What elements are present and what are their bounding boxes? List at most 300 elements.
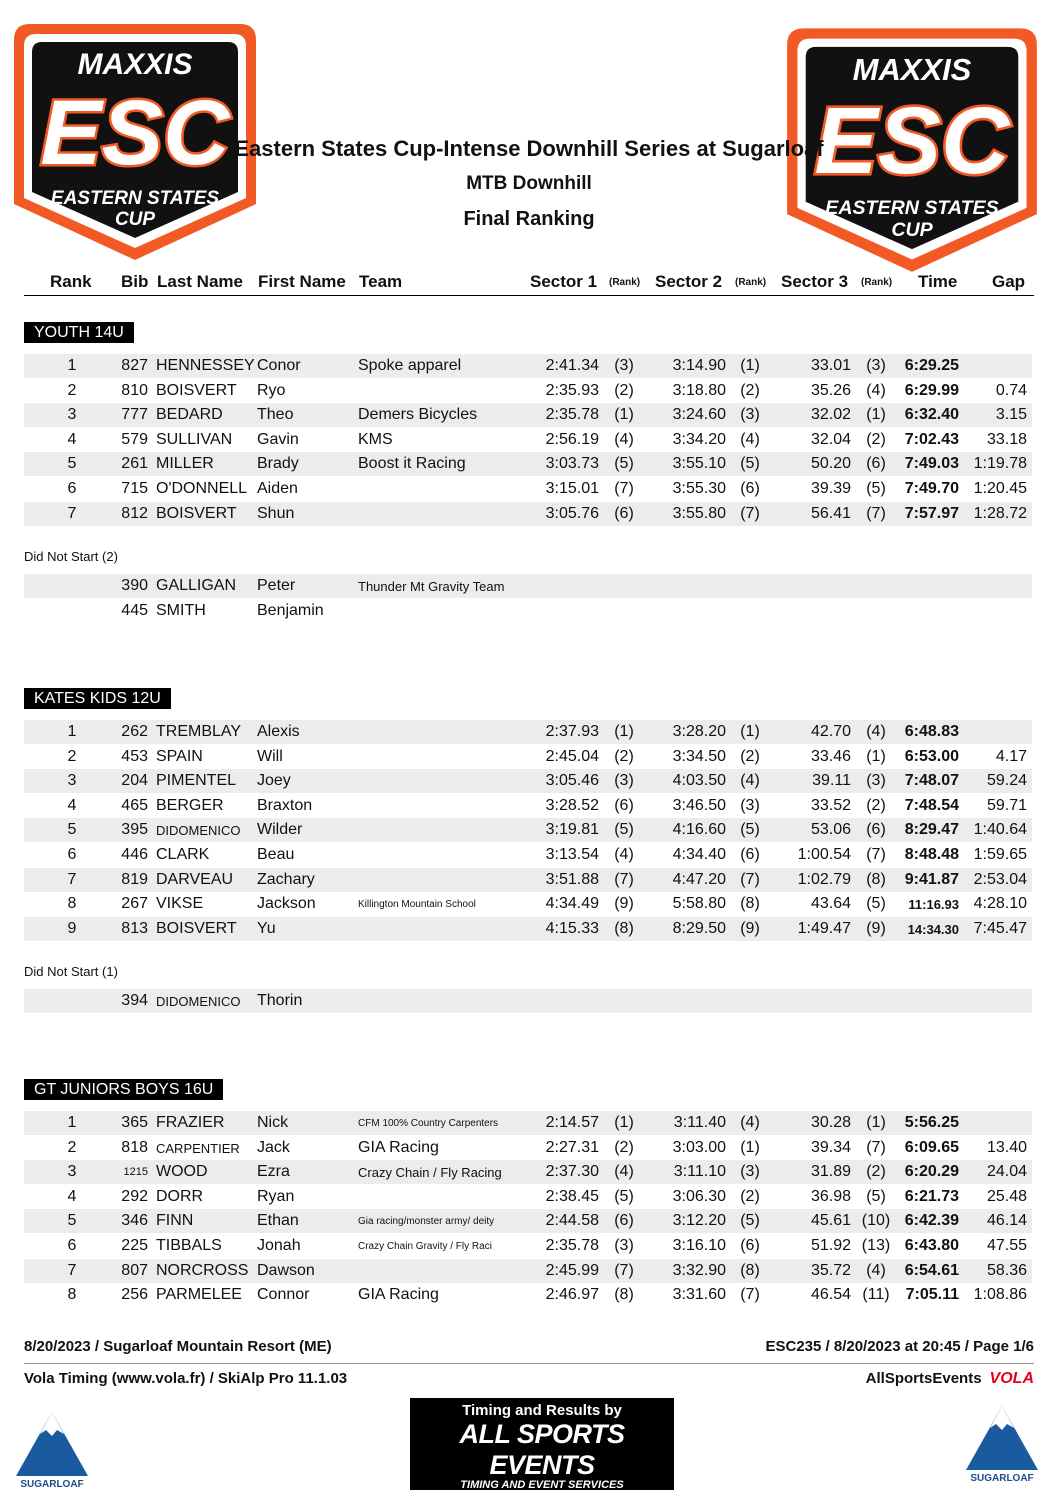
sector2-rank-cell: (5)	[740, 455, 760, 473]
dns-row	[24, 574, 1032, 598]
sector2-rank-cell: (5)	[740, 1212, 760, 1230]
sector2-cell: 3:12.20	[672, 1212, 726, 1230]
footer-organizer	[866, 1370, 1034, 1388]
last-name-cell: CLARK	[156, 846, 210, 863]
rank-cell: 5	[67, 455, 77, 473]
last-name-cell: TIBBALS	[156, 1237, 222, 1254]
col-bib: Bib	[121, 272, 149, 291]
sector3-cell: 36.98	[810, 1187, 851, 1205]
sector3-cell: 1:00.54	[797, 846, 851, 863]
last-name-cell: BOISVERT	[156, 919, 237, 937]
gap-cell: 1:28.72	[973, 504, 1027, 522]
last-name-cell: GALLIGAN	[156, 577, 237, 594]
dns-label-youth: Did Not Start (2)	[24, 549, 118, 564]
sector2-cell: 3:34.20	[672, 430, 726, 448]
result-row	[24, 769, 1032, 793]
rank-cell: 7	[67, 1261, 77, 1279]
category-gt-juniors-boys-16u: GT JUNIORS BOYS 16U	[24, 1079, 223, 1100]
first-name-cell: Alexis	[257, 723, 300, 740]
sector3-rank-cell: (4)	[866, 723, 886, 740]
gap-cell: 7:45.47	[973, 919, 1027, 937]
bib-cell: 292	[121, 1187, 148, 1205]
time-cell: 7:48.07	[904, 772, 959, 790]
first-name-cell: Theo	[257, 406, 294, 424]
last-name-cell: BOISVERT	[156, 381, 237, 399]
time-cell: 6:29.99	[904, 381, 959, 399]
time-cell: 6:32.40	[904, 406, 959, 424]
sector2-cell: 3:14.90	[672, 357, 726, 374]
rank-cell: 3	[67, 772, 77, 790]
sector2-rank-cell: (4)	[740, 430, 760, 448]
last-name-cell: DARVEAU	[156, 870, 234, 888]
first-name-cell: Jackson	[257, 895, 316, 913]
sector1-rank-cell: (4)	[614, 846, 634, 863]
sector2-cell: 3:11.40	[673, 1114, 726, 1131]
time-cell: 7:02.43	[904, 430, 959, 448]
sector1-rank-cell: (6)	[614, 504, 634, 522]
ase-line-3: TIMING AND EVENT SERVICES	[460, 1479, 624, 1491]
sector1-cell: 2:46.97	[545, 1286, 599, 1304]
sector3-rank-cell: (9)	[866, 919, 886, 937]
sector1-cell: 3:51.88	[545, 870, 599, 888]
bib-cell: 810	[121, 381, 148, 399]
first-name-cell: Connor	[257, 1286, 310, 1304]
sector2-rank-cell: (2)	[740, 381, 760, 399]
bib-cell: 819	[121, 870, 148, 888]
sector2-cell: 3:55.10	[672, 455, 726, 473]
sector3-cell: 33.01	[810, 357, 851, 374]
result-row	[24, 818, 1032, 842]
gap-cell: 33.18	[986, 430, 1027, 448]
time-cell: 6:54.61	[904, 1261, 959, 1279]
sector2-rank-cell: (8)	[740, 1261, 760, 1279]
time-cell: 9:41.87	[904, 870, 959, 888]
col-time: Time	[918, 272, 958, 291]
col-sector1: Sector 1	[530, 272, 598, 291]
bib-cell: 715	[121, 480, 148, 497]
result-row	[24, 428, 1032, 452]
first-name-cell: Nick	[257, 1114, 289, 1131]
sector1-cell: 2:37.30	[545, 1163, 599, 1181]
sector2-cell: 3:18.80	[672, 381, 726, 399]
first-name-cell: Aiden	[257, 480, 298, 497]
gap-cell: 4.17	[995, 747, 1027, 765]
bib-cell: 261	[121, 455, 148, 473]
sector3-rank-cell: (1)	[866, 1114, 886, 1131]
sector3-rank-cell: (8)	[866, 870, 886, 888]
sector1-cell: 2:45.99	[545, 1261, 599, 1279]
sector2-rank-cell: (4)	[740, 1114, 760, 1131]
time-cell: 6:42.39	[904, 1212, 959, 1230]
sector3-rank-cell: (5)	[866, 1187, 886, 1205]
sector2-cell: 8:29.50	[672, 919, 726, 937]
first-name-cell: Zachary	[257, 870, 315, 888]
gap-cell: 59.71	[986, 796, 1027, 814]
eastern-states-text: EASTERN STATES	[50, 188, 220, 209]
sector3-cell: 45.61	[810, 1212, 851, 1230]
sector1-cell: 2:56.19	[545, 430, 599, 448]
dns-label-kates: Did Not Start (1)	[24, 964, 118, 979]
sector2-rank-cell: (2)	[740, 1187, 760, 1205]
team-cell: Killington Mountain School	[358, 899, 476, 911]
bib-cell: 777	[121, 406, 148, 424]
result-row	[24, 892, 1032, 916]
last-name-cell: FINN	[156, 1212, 194, 1230]
result-row	[24, 1136, 1032, 1160]
sector2-rank-cell: (9)	[740, 919, 760, 937]
col-rank2: (Rank)	[735, 277, 767, 288]
sector3-rank-cell: (6)	[866, 821, 886, 839]
rank-cell: 7	[67, 504, 77, 522]
result-row	[24, 452, 1032, 476]
sector3-rank-cell: (3)	[866, 772, 886, 790]
ase-url: www.allsportsevents.com	[462, 1492, 622, 1507]
rank-cell: 2	[67, 381, 77, 399]
sector3-cell: 35.72	[810, 1261, 851, 1279]
team-cell: Boost it Racing	[358, 455, 466, 473]
sector2-cell: 3:34.50	[672, 747, 726, 765]
sector1-cell: 3:19.81	[545, 821, 599, 839]
sector3-cell: 56.41	[810, 504, 851, 522]
event-title: Eastern States Cup-Intense Downhill Series at Sugarloaf	[234, 136, 824, 161]
sector1-rank-cell: (4)	[614, 1163, 634, 1181]
time-cell: 5:56.25	[904, 1114, 959, 1131]
time-cell: 8:48.48	[904, 846, 959, 863]
last-name-cell: VIKSE	[156, 895, 204, 913]
sugarloaf-text: SUGARLOAF	[970, 1473, 1034, 1484]
sector1-cell: 3:03.73	[545, 455, 599, 473]
rank-cell: 2	[67, 747, 77, 765]
gap-cell: 4:28.10	[973, 895, 1027, 913]
first-name-cell: Jonah	[257, 1237, 301, 1254]
sector3-cell: 43.64	[810, 895, 851, 913]
rank-cell: 1	[67, 723, 77, 740]
result-row	[24, 917, 1032, 941]
column-header	[24, 268, 1034, 296]
sector2-rank-cell: (6)	[740, 846, 760, 863]
sector1-cell: 4:15.33	[545, 919, 599, 937]
sector3-rank-cell: (13)	[861, 1237, 891, 1254]
bib-cell: 267	[121, 895, 148, 913]
sector1-cell: 2:14.57	[545, 1114, 599, 1131]
team-cell: Thunder Mt Gravity Team	[358, 579, 505, 594]
rank-cell: 1	[67, 357, 77, 374]
first-name-cell: Dawson	[257, 1261, 315, 1279]
bib-cell: 465	[121, 796, 148, 814]
sector1-cell: 2:45.04	[545, 747, 599, 765]
sector3-rank-cell: (6)	[866, 455, 886, 473]
first-name-cell: Peter	[257, 577, 296, 594]
result-row	[24, 354, 1032, 378]
col-last-name: Last Name	[157, 272, 243, 291]
vola-logo: VOLA	[989, 1370, 1034, 1387]
first-name-cell: Gavin	[257, 430, 299, 448]
sector2-cell: 5:58.80	[672, 895, 726, 913]
bib-cell: 365	[121, 1114, 148, 1131]
sector1-cell: 2:44.58	[545, 1212, 599, 1230]
sector3-rank-cell: (10)	[861, 1212, 891, 1230]
ase-line-1: Timing and Results by	[462, 1402, 622, 1419]
sector3-cell: 31.89	[810, 1163, 851, 1181]
sector3-cell: 30.28	[810, 1114, 851, 1131]
col-gap: Gap	[992, 272, 1026, 291]
gap-cell: 1:20.45	[973, 480, 1027, 497]
sector1-rank-cell: (5)	[614, 1187, 634, 1205]
sector1-cell: 3:15.01	[545, 480, 599, 497]
last-name-cell: SMITH	[156, 601, 206, 619]
bib-cell: 807	[121, 1261, 148, 1279]
result-row	[24, 403, 1032, 427]
sector1-rank-cell: (2)	[614, 381, 634, 399]
dns-row	[24, 989, 1032, 1013]
sector1-rank-cell: (7)	[614, 1261, 634, 1279]
last-name-cell: DORR	[156, 1187, 204, 1205]
time-cell: 7:48.54	[904, 796, 959, 814]
sector2-rank-cell: (7)	[740, 504, 760, 522]
first-name-cell: Ezra	[257, 1163, 290, 1181]
sector2-rank-cell: (3)	[740, 796, 760, 814]
sector1-rank-cell: (6)	[614, 796, 634, 814]
bib-cell: 346	[121, 1212, 148, 1230]
sector1-rank-cell: (7)	[614, 870, 634, 888]
sector1-rank-cell: (5)	[614, 455, 634, 473]
first-name-cell: Joey	[257, 772, 291, 790]
sector2-cell: 4:34.40	[672, 846, 726, 863]
sector2-cell: 3:46.50	[672, 796, 726, 814]
gap-cell: 46.14	[986, 1212, 1027, 1230]
result-row	[24, 794, 1032, 818]
esc-text: ESC	[40, 82, 230, 184]
sector1-rank-cell: (2)	[614, 747, 634, 765]
sector1-cell: 2:37.93	[545, 723, 599, 740]
col-rank: Rank	[50, 272, 92, 291]
time-cell: 7:49.03	[904, 455, 959, 473]
sector2-rank-cell: (1)	[740, 1138, 760, 1156]
cup-text: CUP	[114, 209, 156, 230]
sector2-rank-cell: (7)	[740, 1286, 760, 1304]
last-name-cell: DIDOMENICO	[156, 823, 241, 839]
sector3-rank-cell: (7)	[866, 504, 886, 522]
time-cell: 6:20.29	[904, 1163, 959, 1181]
sector1-cell: 2:41.34	[545, 357, 599, 374]
sector3-cell: 33.46	[810, 747, 851, 765]
team-cell: Demers Bicycles	[358, 406, 478, 424]
sector1-rank-cell: (1)	[614, 406, 634, 424]
sector3-rank-cell: (4)	[866, 381, 886, 399]
sector3-cell: 1:49.47	[797, 919, 851, 937]
rank-cell: 5	[67, 1212, 77, 1230]
sector3-rank-cell: (5)	[866, 480, 886, 497]
rank-cell: 2	[67, 1138, 77, 1156]
sector3-cell: 39.34	[810, 1138, 851, 1156]
gap-cell: 25.48	[986, 1187, 1027, 1205]
bib-cell: 812	[121, 504, 148, 522]
sector2-cell: 3:31.60	[672, 1286, 726, 1304]
bib-cell: 395	[121, 821, 148, 839]
first-name-cell: Wilder	[257, 821, 303, 839]
sugarloaf-logo-left	[12, 1408, 92, 1490]
time-cell: 6:43.80	[904, 1237, 959, 1254]
last-name-cell: MILLER	[156, 455, 214, 473]
team-cell: GIA Racing	[358, 1286, 439, 1304]
first-name-cell: Conor	[257, 357, 301, 374]
bib-cell: 579	[121, 430, 148, 448]
result-row	[24, 1160, 1032, 1184]
rank-cell: 4	[67, 796, 77, 814]
sector1-cell: 4:34.49	[545, 895, 599, 913]
sector1-cell: 2:35.93	[545, 381, 599, 399]
result-row	[24, 1234, 1032, 1258]
sector2-cell: 3:28.20	[672, 723, 726, 740]
gap-cell: 24.04	[986, 1163, 1027, 1181]
eastern-states-text: EASTERN STATES	[825, 197, 999, 220]
bib-cell: 256	[121, 1286, 148, 1304]
sector1-cell: 3:05.76	[545, 504, 599, 522]
sector2-rank-cell: (6)	[740, 480, 760, 497]
maxxis-text: MAXXIS	[77, 48, 193, 81]
bib-cell: 445	[121, 601, 148, 619]
result-row	[24, 477, 1032, 501]
sector2-cell: 4:47.20	[672, 870, 726, 888]
gap-cell: 13.40	[986, 1138, 1027, 1156]
time-cell: 6:29.25	[904, 357, 959, 374]
team-cell: CFM 100% Country Carpenters	[358, 1118, 499, 1129]
first-name-cell: Yu	[257, 919, 276, 937]
footer-organizer-name: AllSportsEvents	[865, 1370, 982, 1387]
sector1-rank-cell: (3)	[614, 1237, 634, 1254]
sector1-rank-cell: (9)	[614, 895, 634, 913]
sector3-cell: 32.04	[810, 430, 851, 448]
ase-line-2: ALL SPORTS EVENTS	[459, 1419, 625, 1480]
sector3-rank-cell: (1)	[866, 406, 886, 424]
sector3-cell: 35.26	[810, 381, 851, 399]
col-rank1: (Rank)	[609, 277, 641, 288]
sector1-rank-cell: (5)	[614, 821, 634, 839]
footer-date-venue: 8/20/2023 / Sugarloaf Mountain Resort (ME)	[24, 1338, 332, 1355]
rank-cell: 3	[67, 1163, 77, 1181]
bib-cell: 813	[121, 919, 148, 937]
bib-cell: 394	[121, 992, 148, 1009]
sector3-cell: 33.52	[810, 796, 851, 814]
time-cell: 7:05.11	[905, 1286, 959, 1304]
sector2-rank-cell: (1)	[740, 723, 760, 740]
time-cell: 14:34.30	[907, 921, 959, 937]
sector2-rank-cell: (2)	[740, 747, 760, 765]
sector2-cell: 3:55.30	[672, 480, 726, 497]
sector1-rank-cell: (1)	[614, 723, 634, 740]
sugarloaf-logo-right	[962, 1402, 1042, 1484]
result-row	[24, 1111, 1032, 1135]
bib-cell: 818	[121, 1138, 148, 1156]
sector3-cell: 1:02.79	[797, 870, 851, 888]
last-name-cell: WOOD	[156, 1163, 208, 1181]
time-cell: 11:16.93	[908, 897, 959, 913]
rank-cell: 5	[67, 821, 77, 839]
rank-cell: 8	[67, 895, 77, 913]
sector2-cell: 4:16.60	[672, 821, 726, 839]
result-row	[24, 1259, 1032, 1283]
result-row	[24, 868, 1032, 892]
gap-cell: 1:08.86	[973, 1286, 1027, 1304]
sector2-cell: 3:03.00	[672, 1138, 726, 1156]
gap-cell: 3.15	[995, 406, 1027, 424]
sector1-rank-cell: (1)	[614, 1114, 634, 1131]
first-name-cell: Braxton	[257, 796, 313, 814]
rank-cell: 4	[67, 1187, 77, 1205]
sector1-cell: 2:35.78	[545, 1237, 599, 1254]
sector1-cell: 3:13.54	[545, 846, 599, 863]
sector1-rank-cell: (2)	[614, 1138, 634, 1156]
footer-line-1	[24, 1338, 1034, 1364]
first-name-cell: Ryo	[257, 381, 286, 399]
gap-cell: 1:59.65	[973, 846, 1027, 863]
team-cell: GIA Racing	[358, 1138, 439, 1156]
maxxis-text: MAXXIS	[852, 51, 972, 87]
sector2-rank-cell: (3)	[740, 406, 760, 424]
sector1-rank-cell: (8)	[614, 1286, 634, 1304]
gap-cell: 47.55	[986, 1237, 1027, 1254]
result-row	[24, 720, 1032, 744]
sector3-rank-cell: (11)	[862, 1286, 890, 1304]
category-youth-14u: YOUTH 14U	[24, 322, 134, 343]
team-cell: Spoke apparel	[358, 357, 462, 374]
sector3-rank-cell: (2)	[866, 1163, 886, 1181]
category-kates-kids-12u: KATES KIDS 12U	[24, 688, 171, 709]
gap-cell: 2:53.04	[973, 870, 1027, 888]
gap-cell: 1:19.78	[973, 455, 1027, 473]
bib-cell: 262	[121, 723, 148, 740]
team-cell: Crazy Chain Gravity / Fly Raci	[358, 1241, 492, 1252]
sector3-cell: 32.02	[810, 406, 851, 424]
result-row	[24, 843, 1032, 867]
sector1-rank-cell: (8)	[614, 919, 634, 937]
result-row	[24, 502, 1032, 526]
footer-software: Vola Timing (www.vola.fr) / SkiAlp Pro 11.1.03	[24, 1370, 348, 1387]
sector2-rank-cell: (8)	[740, 895, 760, 913]
first-name-cell: Benjamin	[257, 601, 324, 619]
gap-cell: 58.36	[986, 1261, 1027, 1279]
last-name-cell: BEDARD	[156, 406, 223, 424]
last-name-cell: NORCROSS	[156, 1261, 249, 1279]
sector1-rank-cell: (7)	[614, 480, 634, 497]
all-sports-events-logo	[410, 1398, 674, 1507]
esc-text: ESC	[814, 87, 1010, 194]
sector3-rank-cell: (2)	[866, 796, 886, 814]
last-name-cell: SULLIVAN	[156, 430, 233, 448]
first-name-cell: Ethan	[257, 1212, 299, 1230]
result-row	[24, 379, 1032, 403]
team-cell: Gia racing/monster army/ deity	[358, 1216, 495, 1228]
team-cell: KMS	[358, 430, 393, 448]
bib-cell: 1215	[123, 1166, 148, 1179]
bib-cell: 453	[121, 747, 148, 765]
sector3-rank-cell: (7)	[866, 846, 886, 863]
first-name-cell: Brady	[257, 455, 299, 473]
time-cell: 6:48.83	[904, 723, 959, 740]
sector1-cell: 2:35.78	[545, 406, 599, 424]
first-name-cell: Thorin	[257, 992, 303, 1009]
sector1-cell: 2:38.45	[545, 1187, 599, 1205]
sector1-cell: 3:05.46	[545, 772, 599, 790]
footer-page-info: ESC235 / 8/20/2023 at 20:45 / Page 1/6	[765, 1338, 1034, 1355]
rank-cell: 7	[67, 870, 77, 888]
sector3-cell: 46.54	[810, 1286, 851, 1304]
sector1-rank-cell: (6)	[614, 1212, 634, 1230]
sector1-rank-cell: (3)	[614, 772, 634, 790]
bib-cell: 225	[121, 1237, 148, 1254]
sector2-rank-cell: (1)	[740, 357, 760, 374]
discipline-title: MTB Downhill	[466, 173, 592, 194]
